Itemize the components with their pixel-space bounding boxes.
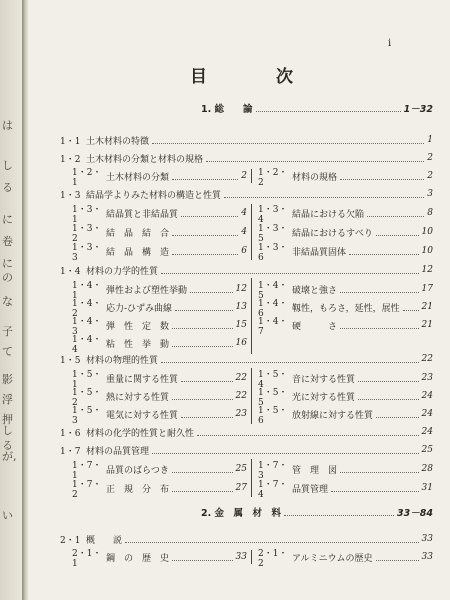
page-ref: 12: [235, 284, 247, 294]
toc-subsection-1-2-1[interactable]: [72, 167, 247, 188]
dot-leader: [172, 234, 238, 236]
subsection-label: 応力-ひずみ曲線: [106, 303, 173, 314]
toc-page: [28, 0, 450, 600]
toc-section-1-2[interactable]: [60, 151, 433, 165]
facing-page-fragment: な: [2, 295, 13, 308]
facing-page-fragment: 卷: [2, 235, 13, 248]
page-ref: 21: [421, 320, 433, 330]
page-ref: 2: [427, 153, 433, 163]
dot-leader: [197, 434, 419, 436]
dot-leader: [181, 380, 233, 382]
subsection-number: 1・4・4: [72, 334, 102, 355]
dot-leader: [256, 110, 401, 112]
page-ref: 33: [235, 552, 247, 562]
subsection-label: 熱に対する性質: [106, 392, 170, 403]
subsection-label: 材料の規格: [292, 172, 338, 183]
dot-leader: [349, 253, 419, 255]
section-number: 1・6: [60, 428, 81, 439]
dot-leader: [172, 327, 233, 329]
subsection-number: 1・7・2: [72, 479, 102, 500]
subsection-label: 結晶質と非結晶質: [106, 209, 179, 220]
toc-subsection-1-5-5[interactable]: [258, 387, 433, 408]
facing-page-fragment: の: [2, 271, 13, 284]
page-ref: 24: [421, 409, 433, 419]
page-ref: 10: [421, 227, 433, 237]
section-label: 材料の化学的性質と耐久性: [86, 428, 195, 439]
toc-subsection-1-4-2[interactable]: [72, 298, 247, 319]
section-label: 概 説: [86, 535, 123, 546]
toc-subsection-1-5-1[interactable]: [72, 369, 247, 390]
subsection-number: 1・5・5: [258, 387, 288, 408]
column-divider: [251, 169, 252, 183]
subsection-label: 結 晶 結 合: [106, 228, 170, 239]
subsection-label: 非結晶質固体: [292, 247, 347, 258]
section-number: 2・1: [60, 535, 81, 546]
subsection-label: 鋼 の 歴 史: [106, 553, 170, 564]
toc-subsection-1-4-5[interactable]: [258, 280, 433, 301]
toc-subsection-1-3-5[interactable]: [258, 223, 433, 244]
subsection-label: 結晶における欠陥: [292, 209, 365, 220]
facing-page-fragment: に: [2, 257, 13, 270]
page-ref: 22: [235, 373, 247, 383]
subsection-number: 1・7・3: [258, 460, 288, 481]
dot-leader: [161, 361, 419, 363]
page-ref: 33: [421, 552, 433, 562]
column-divider: [251, 368, 252, 424]
subsection-label: 破壊と強さ: [292, 285, 338, 296]
toc-section-1-6[interactable]: [60, 425, 433, 439]
facing-page-fragment: い: [2, 509, 13, 522]
subsection-number: 1・5・4: [258, 369, 288, 390]
page-ref: 24: [421, 391, 433, 401]
subsection-label: 土木材料の分類: [106, 172, 170, 183]
toc-subsection-1-3-1[interactable]: [72, 204, 247, 225]
facing-page-fragment: 浮: [2, 393, 13, 406]
subsection-number: 1・2・2: [258, 167, 288, 188]
toc-subsection-1-4-1[interactable]: [72, 280, 247, 301]
dot-leader: [340, 327, 419, 329]
toc-subsection-1-4-4[interactable]: [72, 334, 247, 355]
facing-page-fragment: 子: [2, 325, 13, 338]
page-ref: 31: [421, 483, 433, 493]
dot-leader: [190, 291, 233, 293]
page-ref: 28: [421, 464, 433, 474]
dot-leader: [172, 490, 233, 492]
toc-subsection-1-5-6[interactable]: [258, 405, 433, 426]
facing-page-edge: [0, 0, 22, 600]
page-ref: 1: [427, 135, 433, 145]
toc-subsection-1-7-2[interactable]: [72, 479, 247, 500]
subsection-number: 2・1・1: [72, 548, 102, 569]
page-ref: 16: [235, 338, 247, 348]
subsection-label: 硬 さ: [292, 321, 338, 332]
toc-section-1-1[interactable]: [60, 133, 433, 147]
toc-subsection-1-2-2[interactable]: [258, 167, 433, 188]
subsection-number: 1・3・6: [258, 242, 288, 263]
dot-leader: [403, 309, 419, 311]
dot-leader: [125, 541, 419, 543]
subsection-label: 音に対する性質: [292, 374, 356, 385]
toc-section-1-7[interactable]: [60, 443, 433, 457]
toc-subsection-2-1-1[interactable]: [72, 548, 247, 569]
toc-subsection-1-3-3[interactable]: [72, 242, 247, 263]
page-ref: 2: [427, 171, 433, 181]
subsection-label: 弾 性 定 数: [106, 321, 170, 332]
dot-leader: [152, 452, 419, 454]
subsection-label: 靱性，もろさ，延性，展性: [292, 303, 400, 314]
subsection-number: 1・5・2: [72, 387, 102, 408]
subsection-number: 1・3・1: [72, 204, 102, 225]
column-divider: [251, 278, 252, 354]
page-ref: 13: [235, 302, 247, 312]
dot-leader: [181, 416, 233, 418]
chapter-page-range: 1－32: [403, 104, 433, 115]
page-ref: 22: [235, 391, 247, 401]
toc-subsection-1-3-2[interactable]: [72, 223, 247, 244]
page-ref: 4: [241, 208, 247, 218]
facing-page-fragment: 押し: [2, 413, 13, 437]
subsection-number: 1・4・6: [258, 298, 288, 319]
subsection-label: 正 規 分 布: [106, 484, 170, 495]
page-ref: 10: [421, 246, 433, 256]
subsection-number: 1・4・7: [258, 316, 288, 337]
dot-leader: [161, 272, 419, 274]
subsection-number: 1・7・1: [72, 460, 102, 481]
toc-section-1-5[interactable]: [60, 352, 433, 366]
section-label: 土木材料の分類と材料の規格: [86, 154, 204, 165]
subsection-label: 放射線に対する性質: [292, 410, 374, 421]
section-number: 1・3: [60, 190, 81, 201]
dot-leader: [175, 309, 233, 311]
toc-subsection-1-3-4[interactable]: [258, 204, 433, 225]
subsection-number: 1・5・1: [72, 369, 102, 390]
subsection-label: 粘 性 挙 動: [106, 339, 170, 350]
toc-section-1-4[interactable]: [60, 263, 433, 277]
subsection-number: 1・2・1: [72, 167, 102, 188]
dot-leader: [172, 178, 238, 180]
subsection-label: 重量に関する性質: [106, 374, 179, 385]
page-ref: 17: [421, 284, 433, 294]
section-label: 土木材料の特徴: [86, 136, 150, 147]
dot-leader: [340, 291, 419, 293]
subsection-label: 結 晶 構 造: [106, 247, 170, 258]
dot-leader: [172, 398, 233, 400]
page-ref: 23: [235, 409, 247, 419]
page-ref: 24: [421, 427, 433, 437]
column-divider: [251, 204, 252, 260]
page-ref: 25: [421, 445, 433, 455]
facing-page-fragment: るが,: [2, 439, 17, 463]
page-ref: 22: [421, 354, 433, 364]
dot-leader: [172, 253, 238, 255]
subsection-label: 結晶におけるすべり: [292, 228, 373, 239]
section-number: 1・7: [60, 446, 81, 457]
facing-page-fragment: 影: [2, 373, 13, 386]
dot-leader: [181, 215, 238, 217]
page-ref: 25: [235, 464, 247, 474]
page-ref: 8: [427, 208, 433, 218]
dot-leader: [172, 471, 233, 473]
toc-subsection-1-4-7[interactable]: [258, 316, 433, 337]
section-label: 結晶学よりみた材料の構造と性質: [86, 190, 222, 201]
dot-leader: [376, 559, 419, 561]
page-ref: 2: [241, 171, 247, 181]
subsection-number: 1・4・2: [72, 298, 102, 319]
dot-leader: [206, 160, 424, 162]
dot-leader: [340, 178, 424, 180]
dot-leader: [224, 196, 424, 198]
facing-page-fragment: し: [2, 159, 13, 172]
section-number: 1・2: [60, 154, 81, 165]
dot-leader: [376, 234, 419, 236]
chapter-page-range: 33－84: [397, 508, 433, 519]
dot-leader: [152, 142, 424, 144]
dot-leader: [172, 559, 233, 561]
toc-chapter-2[interactable]: [201, 505, 433, 519]
section-label: 材料の品質管理: [86, 446, 150, 457]
subsection-number: 1・5・3: [72, 405, 102, 426]
subsection-number: 1・3・2: [72, 223, 102, 244]
subsection-number: 1・4・5: [258, 280, 288, 301]
toc-section-2-1[interactable]: [60, 532, 433, 546]
facing-page-fragment: は: [2, 119, 13, 132]
page-number: i: [388, 38, 392, 49]
toc-subsection-1-4-6[interactable]: [258, 298, 433, 319]
page-ref: 12: [421, 265, 433, 275]
column-divider: [251, 459, 252, 497]
facing-page-fragment: る: [2, 181, 13, 194]
toc-subsection-1-7-3[interactable]: [258, 460, 433, 481]
page-ref: 3: [427, 189, 433, 199]
subsection-label: 品質管理: [292, 484, 329, 495]
subsection-label: 弾性および塑性挙動: [106, 285, 188, 296]
subsection-label: 電気に対する性質: [106, 410, 179, 421]
dot-leader: [284, 514, 394, 516]
toc-subsection-1-5-2[interactable]: [72, 387, 247, 408]
subsection-label: 光に対する性質: [292, 392, 356, 403]
subsection-number: 1・4・3: [72, 316, 102, 337]
toc-subsection-1-3-6[interactable]: [258, 242, 433, 263]
subsection-number: 1・7・4: [258, 479, 288, 500]
toc-chapter-1[interactable]: [201, 101, 433, 115]
toc-subsection-1-5-3[interactable]: [72, 405, 247, 426]
section-number: 1・5: [60, 355, 81, 366]
page-ref: 23: [421, 373, 433, 383]
page-ref: 15: [235, 320, 247, 330]
chapter-label: 2. 金 属 材 料: [201, 508, 282, 519]
dot-leader: [376, 416, 419, 418]
subsection-number: 1・3・3: [72, 242, 102, 263]
subsection-number: 1・3・5: [258, 223, 288, 244]
section-number: 1・4: [60, 266, 81, 277]
toc-subsection-1-5-4[interactable]: [258, 369, 433, 390]
dot-leader: [367, 215, 424, 217]
toc-subsection-2-1-2[interactable]: [258, 548, 433, 569]
facing-page-fragment: て: [2, 345, 13, 358]
column-divider: [251, 550, 252, 564]
page-ref: 4: [241, 227, 247, 237]
page-title: 目 次: [190, 67, 319, 87]
section-label: 材料の力学的性質: [86, 266, 159, 277]
subsection-label: 品質のばらつき: [106, 465, 169, 476]
facing-page-fragment: に: [2, 213, 13, 226]
subsection-label: 管 理 図: [292, 465, 338, 476]
section-number: 1・1: [60, 136, 81, 147]
page-ref: 21: [421, 302, 433, 312]
dot-leader: [358, 380, 419, 382]
toc-subsection-1-4-3[interactable]: [72, 316, 247, 337]
chapter-label: 1. 総 論: [201, 104, 253, 115]
toc-subsection-1-7-4[interactable]: [258, 479, 433, 500]
dot-leader: [331, 490, 419, 492]
page-ref: 6: [241, 246, 247, 256]
toc-subsection-1-7-1[interactable]: [72, 460, 247, 481]
subsection-number: 1・5・6: [258, 405, 288, 426]
toc-section-1-3[interactable]: [60, 187, 433, 201]
page-ref: 33: [421, 534, 433, 544]
subsection-number: 1・3・4: [258, 204, 288, 225]
section-label: 材料の物理的性質: [86, 355, 159, 366]
subsection-number: 1・4・1: [72, 280, 102, 301]
subsection-label: アルミニウムの歴史: [292, 553, 373, 564]
dot-leader: [172, 345, 233, 347]
subsection-number: 2・1・2: [258, 548, 288, 569]
page-ref: 27: [235, 483, 247, 493]
dot-leader: [358, 398, 419, 400]
dot-leader: [340, 471, 419, 473]
